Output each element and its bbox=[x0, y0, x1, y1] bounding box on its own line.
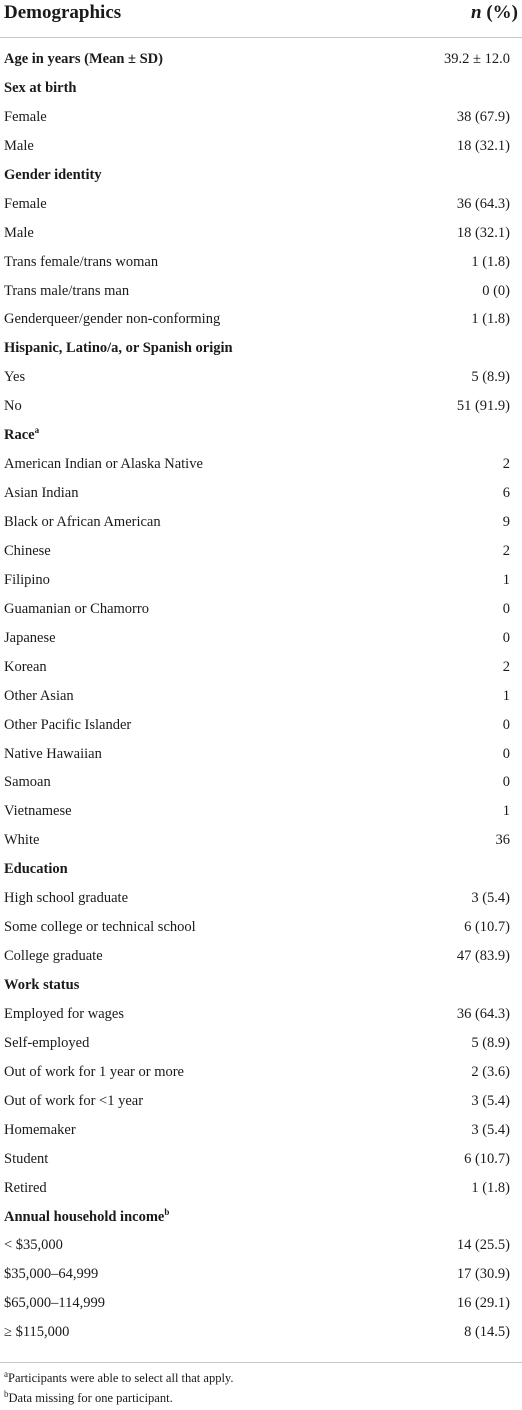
section-label bbox=[4, 340, 233, 357]
row-value: 1 bbox=[502, 687, 510, 704]
row-label-text: Annual household income bbox=[4, 1208, 165, 1225]
table-row bbox=[0, 136, 522, 165]
row-value: 36 (64.3) bbox=[456, 195, 510, 212]
row-label-text: Samoan bbox=[4, 774, 51, 791]
column-header-n-percent bbox=[471, 2, 518, 24]
row-label-text: Homemaker bbox=[4, 1121, 76, 1138]
row-value: 2 bbox=[502, 658, 510, 675]
row-label bbox=[4, 1064, 184, 1081]
row-label-text: Gender identity bbox=[4, 166, 102, 183]
table-row bbox=[0, 1033, 522, 1062]
row-label bbox=[4, 1093, 143, 1110]
row-label-text: Filipino bbox=[4, 571, 50, 588]
row-value: 0 bbox=[502, 629, 510, 646]
row-label-text: Education bbox=[4, 861, 68, 878]
row-label-text: Korean bbox=[4, 658, 47, 675]
row-label-text: $65,000–114,999 bbox=[4, 1295, 105, 1312]
row-value: 14 (25.5) bbox=[456, 1237, 510, 1254]
row-label bbox=[4, 369, 25, 386]
table-row bbox=[0, 1091, 522, 1120]
row-label-text: High school graduate bbox=[4, 890, 129, 907]
row-label-text: Black or African American bbox=[4, 514, 161, 530]
row-label-text: Race bbox=[4, 427, 35, 444]
row-label bbox=[4, 890, 128, 907]
column-header-percent: (%) bbox=[481, 2, 518, 23]
row-label bbox=[4, 311, 220, 328]
row-label-text: Chinese bbox=[4, 542, 51, 559]
row-label bbox=[4, 109, 47, 126]
row-value: 39.2 ± 12.0 bbox=[444, 51, 510, 67]
row-label-text: Yes bbox=[4, 369, 26, 386]
footnote-text: Participants were able to select all that apply. bbox=[8, 1371, 234, 1385]
row-label-text: Self-employed bbox=[4, 1034, 90, 1051]
row-label-text: Hispanic, Latino/a, or Spanish origin bbox=[4, 340, 233, 357]
section-label bbox=[4, 977, 79, 994]
table-row bbox=[0, 512, 522, 541]
row-value: 0 bbox=[502, 774, 510, 791]
row-label bbox=[4, 283, 129, 300]
section-label bbox=[4, 861, 68, 878]
table-row bbox=[0, 454, 522, 483]
table-row bbox=[0, 1062, 522, 1091]
row-label-text: Guamanian or Chamorro bbox=[4, 600, 149, 617]
row-label-text: Retired bbox=[4, 1179, 47, 1196]
table-row bbox=[0, 223, 522, 252]
row-label bbox=[4, 948, 103, 965]
table-row bbox=[0, 194, 522, 223]
row-value: 8 (14.5) bbox=[464, 1324, 510, 1341]
row-label bbox=[4, 572, 50, 589]
footnote bbox=[4, 1368, 234, 1388]
row-value: 18 (32.1) bbox=[456, 137, 510, 154]
row-label bbox=[4, 196, 47, 213]
footnote-text: Data missing for one participant. bbox=[8, 1391, 173, 1405]
row-value: 36 bbox=[495, 832, 510, 849]
table-row bbox=[0, 744, 522, 773]
table-body bbox=[0, 49, 522, 1351]
row-label-text: Age in years (Mean ± SD) bbox=[4, 51, 163, 67]
row-label bbox=[4, 659, 47, 676]
row-label bbox=[4, 456, 203, 473]
row-label-text: No bbox=[4, 398, 22, 415]
row-value: 5 (8.9) bbox=[471, 369, 510, 386]
row-value: 1 (1.8) bbox=[471, 311, 510, 328]
table-row bbox=[0, 541, 522, 570]
table-row bbox=[0, 888, 522, 917]
table-row bbox=[0, 946, 522, 975]
row-value: 3 (5.4) bbox=[471, 1092, 510, 1109]
row-label-text: Sex at birth bbox=[4, 79, 77, 96]
row-label bbox=[4, 1122, 76, 1139]
row-value: 0 (0) bbox=[482, 282, 510, 299]
row-value: 6 (10.7) bbox=[464, 919, 510, 936]
row-label bbox=[4, 746, 102, 763]
column-header-n: n bbox=[471, 2, 482, 23]
row-label-text: Genderqueer/gender non-conforming bbox=[4, 311, 221, 328]
row-label-text: American Indian or Alaska Native bbox=[4, 456, 203, 473]
row-label-text: Employed for wages bbox=[4, 1005, 124, 1022]
row-label-text: Work status bbox=[4, 977, 80, 993]
row-label bbox=[4, 225, 34, 242]
row-value: 9 bbox=[502, 514, 510, 530]
row-value: 38 (67.9) bbox=[456, 108, 510, 125]
table-row bbox=[0, 801, 522, 830]
row-label-text: Male bbox=[4, 224, 34, 241]
section-header-row bbox=[0, 78, 522, 107]
row-label bbox=[4, 543, 51, 560]
row-label bbox=[4, 485, 79, 502]
table-row bbox=[0, 1004, 522, 1033]
row-value: 2 bbox=[502, 456, 510, 473]
table-row bbox=[0, 1178, 522, 1207]
row-label bbox=[4, 138, 34, 155]
section-header-row bbox=[0, 975, 522, 1004]
row-value: 16 (29.1) bbox=[456, 1295, 510, 1312]
row-value: 47 (83.9) bbox=[456, 948, 510, 965]
table-row bbox=[0, 252, 522, 281]
table-row bbox=[0, 570, 522, 599]
row-value: 0 bbox=[502, 745, 510, 762]
row-label-text: Trans female/trans woman bbox=[4, 253, 159, 270]
table-row bbox=[0, 1235, 522, 1264]
row-value: 1 (1.8) bbox=[471, 1179, 510, 1196]
table-row bbox=[0, 772, 522, 801]
row-label-text: White bbox=[4, 832, 40, 849]
row-label-text: Other Pacific Islander bbox=[4, 716, 132, 733]
footnotes bbox=[4, 1368, 234, 1408]
row-label bbox=[4, 1035, 89, 1052]
row-label-text: Male bbox=[4, 137, 34, 154]
row-label bbox=[4, 254, 158, 271]
table-row bbox=[0, 1264, 522, 1293]
section-label bbox=[4, 80, 77, 97]
table-row bbox=[0, 715, 522, 744]
row-value: 17 (30.9) bbox=[456, 1266, 510, 1283]
row-label-text: College graduate bbox=[4, 948, 103, 965]
table-row bbox=[0, 686, 522, 715]
table-row bbox=[0, 309, 522, 338]
section-header-row bbox=[0, 425, 522, 454]
table-row bbox=[0, 49, 522, 78]
row-label-text: Native Hawaiian bbox=[4, 745, 102, 762]
table-row bbox=[0, 657, 522, 686]
section-header-row bbox=[0, 338, 522, 367]
row-label-text: Japanese bbox=[4, 629, 56, 646]
row-value: 3 (5.4) bbox=[471, 890, 510, 907]
footnote-mark: b bbox=[4, 1388, 9, 1399]
table-row bbox=[0, 830, 522, 859]
column-header-demographics: Demographics bbox=[4, 2, 122, 23]
row-label-text: Student bbox=[4, 1150, 49, 1167]
row-label-text: Asian Indian bbox=[4, 485, 79, 502]
table-row bbox=[0, 396, 522, 425]
row-label bbox=[4, 717, 131, 734]
footnote bbox=[4, 1388, 234, 1408]
row-label bbox=[4, 1324, 69, 1341]
row-label-text: $35,000–64,999 bbox=[4, 1266, 99, 1283]
section-label bbox=[4, 1206, 170, 1226]
row-label bbox=[4, 1266, 98, 1283]
row-value: 6 bbox=[502, 485, 510, 502]
row-label bbox=[4, 1006, 124, 1023]
row-label-text: Female bbox=[4, 195, 47, 212]
table-row bbox=[0, 628, 522, 657]
row-value: 5 (8.9) bbox=[471, 1034, 510, 1051]
table-row bbox=[0, 1149, 522, 1178]
section-header-row bbox=[0, 859, 522, 888]
footnote-marker: a bbox=[34, 425, 40, 436]
row-label-text: Some college or technical school bbox=[4, 919, 196, 936]
row-value: 1 (1.8) bbox=[471, 253, 510, 270]
footnote-mark: a bbox=[4, 1368, 8, 1379]
row-label-text: Female bbox=[4, 108, 47, 125]
table-row bbox=[0, 1322, 522, 1351]
table-row bbox=[0, 599, 522, 628]
row-value: 51 (91.9) bbox=[456, 398, 510, 415]
row-label bbox=[4, 1237, 63, 1254]
row-label-text: Out of work for <1 year bbox=[4, 1092, 144, 1109]
table-row bbox=[0, 281, 522, 310]
section-label bbox=[4, 427, 39, 444]
section-label bbox=[4, 167, 102, 184]
row-label-text: ≥ $115,000 bbox=[4, 1324, 70, 1341]
row-value: 1 bbox=[502, 803, 510, 820]
table-row bbox=[0, 367, 522, 396]
table-row bbox=[0, 483, 522, 512]
row-label-text: < $35,000 bbox=[4, 1237, 63, 1254]
section-header-row bbox=[0, 1207, 522, 1236]
row-value: 3 (5.4) bbox=[471, 1121, 510, 1138]
row-label-text: Out of work for 1 year or more bbox=[4, 1063, 184, 1080]
row-value: 2 bbox=[502, 542, 510, 559]
table-row bbox=[0, 917, 522, 946]
row-label bbox=[4, 630, 56, 647]
row-label bbox=[4, 774, 51, 791]
row-label bbox=[4, 601, 149, 618]
table-header bbox=[0, 0, 522, 38]
section-header-row bbox=[0, 165, 522, 194]
row-label bbox=[4, 514, 161, 531]
row-value: 0 bbox=[502, 716, 510, 733]
footnote-marker: b bbox=[164, 1206, 170, 1217]
row-label bbox=[4, 1151, 48, 1168]
row-label bbox=[4, 832, 39, 849]
row-label-text: Other Asian bbox=[4, 687, 74, 704]
table-row bbox=[0, 1293, 522, 1322]
row-label bbox=[4, 398, 22, 415]
row-label-text: Trans male/trans man bbox=[4, 282, 130, 299]
row-label bbox=[4, 1180, 47, 1197]
row-label bbox=[4, 803, 72, 820]
row-value: 1 bbox=[502, 571, 510, 588]
row-label-text: Vietnamese bbox=[4, 803, 72, 820]
row-value: 36 (64.3) bbox=[456, 1005, 510, 1022]
row-value: 2 (3.6) bbox=[471, 1063, 510, 1080]
row-value: 18 (32.1) bbox=[456, 224, 510, 241]
row-label bbox=[4, 919, 196, 936]
footnote-divider bbox=[0, 1362, 522, 1363]
row-value: 6 (10.7) bbox=[464, 1150, 510, 1167]
row-label bbox=[4, 1295, 105, 1312]
table-row bbox=[0, 1120, 522, 1149]
row-value: 0 bbox=[502, 600, 510, 617]
table-row bbox=[0, 107, 522, 136]
row-label bbox=[4, 688, 74, 705]
row-label bbox=[4, 51, 163, 68]
